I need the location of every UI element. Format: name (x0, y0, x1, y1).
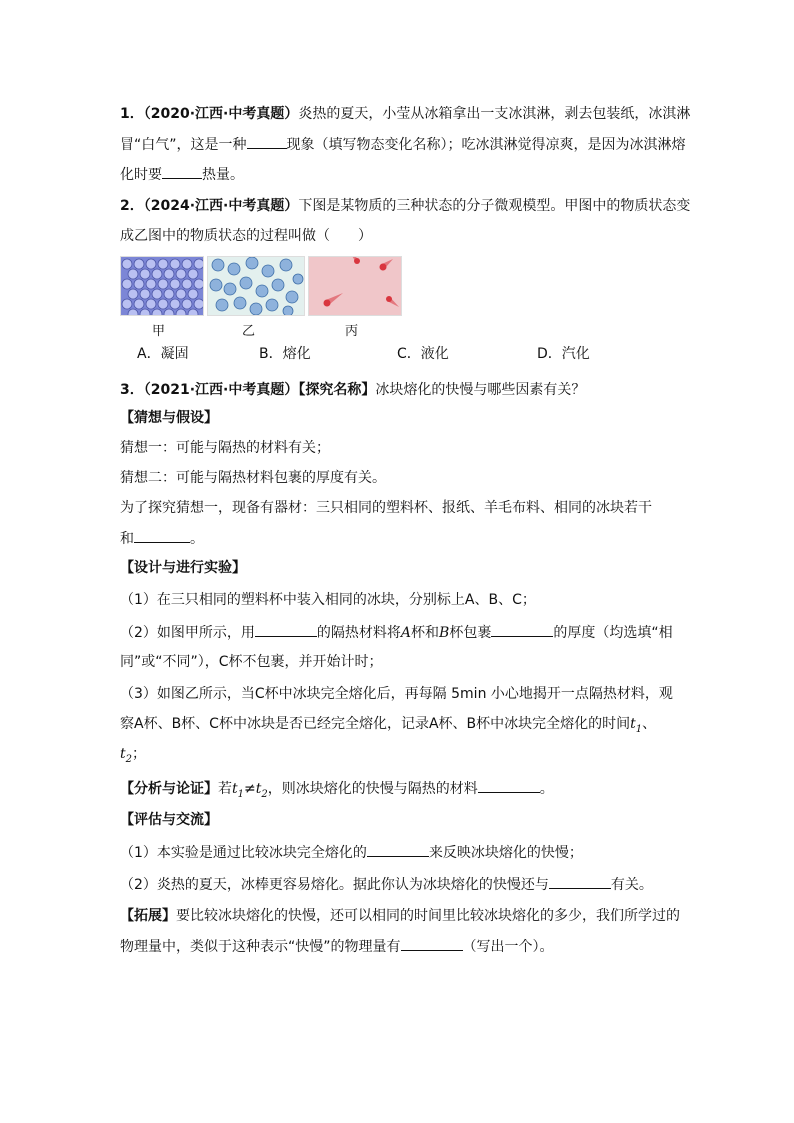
answer-blank[interactable] (478, 778, 540, 793)
section-hypothesis: 【猜想与假设】 (120, 410, 218, 426)
option-c[interactable]: C．液化 (397, 346, 449, 362)
answer-blank[interactable] (255, 622, 317, 637)
ext-text-1: 要比较冰块熔化的快慢，还可以相同的时间里比较冰块熔化的多少，我们所学过的 (176, 908, 680, 924)
step-1: （1）在三只相同的塑料杯中装入相同的冰块，分别标上A、B、C； (120, 592, 536, 608)
analysis-end: 。 (539, 781, 554, 797)
sub-1b: 1 (237, 788, 245, 800)
q2-number: 2． (120, 198, 144, 214)
section-extension: 【拓展】 (120, 908, 176, 924)
sub-2: 2 (125, 753, 133, 765)
ext-text-2b: （写出一个）。 (462, 939, 554, 955)
analysis-line (120, 778, 554, 805)
step2-text-d: 杯包裹 (449, 625, 492, 641)
solid-model-image (120, 256, 204, 316)
answer-blank[interactable] (549, 874, 611, 889)
caption-bing: 丙 (345, 324, 359, 339)
prep-end: 。 (190, 531, 204, 547)
caption-yi: 乙 (242, 324, 256, 339)
q1-line-3 (120, 164, 244, 185)
q1-line-1 (120, 104, 690, 124)
step3-text-b: 察A杯、B杯、C杯中冰块是否已经完全熔化，记录A杯、B杯中冰块完全熔化的时间 (120, 716, 631, 732)
prep-line-1: 为了探究猜想一，现备有器材：三只相同的塑料杯、报纸、羊毛布料、相同的冰块若干 (120, 500, 652, 516)
eval2-text-a: （2）炎热的夏天，冰棒更容易熔化。据此你认为冰块熔化的快慢还与 (120, 877, 549, 893)
q3-title-tag: 【探究名称】 (298, 382, 376, 398)
q3-source: （2021·江西·中考真题） (143, 382, 299, 398)
option-a[interactable]: A．凝固 (137, 346, 189, 362)
var-t2b: t (255, 781, 262, 797)
var-a: A (400, 625, 412, 641)
q2-text-1: 下图是某物质的三种状态的分子微观模型。甲图中的物质状态变 (298, 198, 691, 214)
q2-line-1 (120, 196, 690, 216)
q1-source: （2020·江西·中考真题） (143, 106, 299, 122)
section-analysis: 【分析与论证】 (120, 781, 218, 797)
sub-2b: 2 (261, 788, 268, 800)
q2-text-2: 成乙图中的物质状态的过程叫做（ ） (120, 228, 372, 244)
q1-line-2 (120, 134, 686, 155)
q3-number: 3． (120, 382, 144, 398)
answer-blank[interactable] (401, 936, 463, 951)
section-evaluation: 【评估与交流】 (120, 812, 218, 828)
q3-line-1 (120, 380, 585, 400)
prep-text: 和 (120, 531, 134, 547)
option-d[interactable]: D．汽化 (537, 346, 590, 362)
answer-blank[interactable] (247, 134, 287, 149)
step3-end: ； (132, 746, 147, 762)
step-2-line-2: 同”或“不同”），C杯不包裹，并开始计时； (120, 654, 383, 670)
answer-blank[interactable] (367, 842, 429, 857)
step-3-line-3 (120, 744, 146, 770)
extension-line-1 (120, 906, 680, 926)
guess-two: 猜想二：可能与隔热材料包裹的厚度有关。 (120, 470, 386, 486)
step2-text-e: 的厚度（均选填“相 (553, 625, 673, 641)
q1-number: 1． (120, 106, 144, 122)
analysis-text-a: 若 (218, 781, 232, 797)
step2-text-c: 杯和 (411, 625, 440, 641)
answer-blank[interactable] (162, 164, 202, 179)
section-experiment: 【设计与进行实验】 (120, 560, 246, 576)
neq-sign: ≠ (244, 781, 256, 797)
step3-sep: 、 (642, 716, 657, 732)
eval-1 (120, 842, 583, 863)
caption-jia: 甲 (152, 324, 166, 339)
sub-1: 1 (635, 723, 643, 735)
option-b[interactable]: B．熔化 (259, 346, 311, 362)
ext-text-2a: 物理量中，类似于这种表示“快慢”的物理量有 (120, 939, 401, 955)
analysis-text-b: ，则冰块熔化的快慢与隔热的材料 (267, 781, 478, 797)
q3-title: 冰块熔化的快慢与哪些因素有关？ (375, 382, 586, 398)
var-t1b: t (232, 781, 238, 797)
eval2-text-b: 有关。 (610, 877, 653, 893)
gas-model-image (308, 256, 402, 316)
q1-text-3b: 热量。 (202, 167, 244, 183)
step-3-line-2 (120, 714, 656, 740)
var-t1: t (630, 716, 636, 732)
answer-blank[interactable] (134, 528, 190, 543)
guess-one: 猜想一：可能与隔热的材料有关； (120, 440, 330, 456)
q1-text-2b: 现象（填写物态变化名称）；吃冰淇淋觉得凉爽，是因为冰淇淋熔 (286, 137, 686, 153)
var-t2: t (120, 746, 126, 762)
prep-line-2 (120, 528, 204, 549)
step-3-line-1: （3）如图乙所示，当C杯中冰块完全熔化后，再每隔 5min 小心地揭开一点隔热材料，观 (120, 686, 673, 702)
q2-line-2 (120, 226, 372, 246)
answer-blank[interactable] (491, 622, 553, 637)
eval1-text-b: 来反映冰块熔化的快慢； (428, 845, 583, 861)
q1-text-2a: 冒“白气”，这是一种 (120, 137, 247, 153)
extension-line-2 (120, 936, 554, 957)
eval-2 (120, 874, 653, 895)
q1-text-1: 炎热的夏天，小莹从冰箱拿出一支冰淇淋，剥去包装纸，冰淇淋 (298, 106, 691, 122)
var-b: B (439, 625, 450, 641)
step-2-line-1 (120, 622, 673, 643)
step2-text-b: 的隔热材料将 (316, 625, 401, 641)
q1-text-3a: 化时要 (120, 167, 162, 183)
step2-text-a: （2）如图甲所示，用 (120, 625, 255, 641)
eval1-text-a: （1）本实验是通过比较冰块完全熔化的 (120, 845, 367, 861)
liquid-model-image (207, 256, 305, 316)
q2-source: （2024·江西·中考真题） (143, 198, 299, 214)
